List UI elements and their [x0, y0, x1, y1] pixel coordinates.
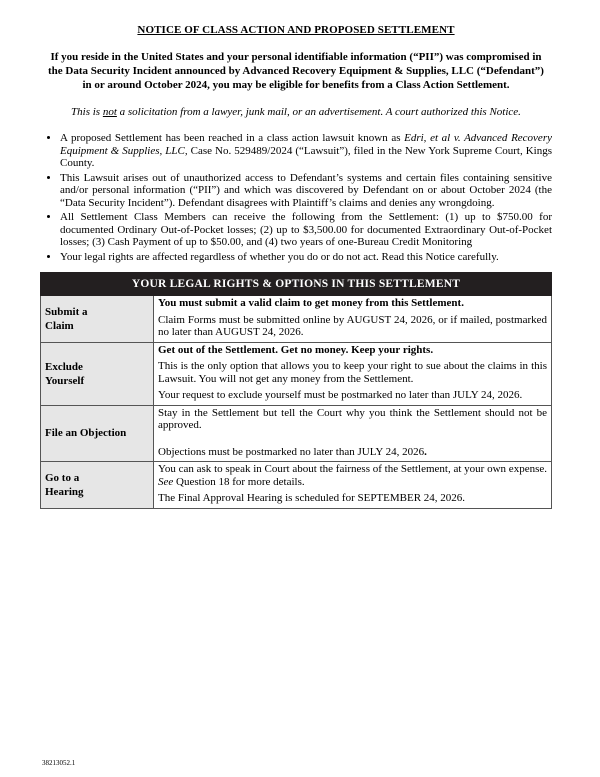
objection-deadline: [158, 446, 547, 459]
submit-claim-heading: You must submit a valid claim to get money from this Settlement.: [158, 297, 464, 309]
notice-post: a solicitation from a lawyer, junk mail, or an advertisement. A court authorized this Notice.: [116, 106, 521, 118]
bullet-text: Case No. 529489/2024 (“Lawsuit”), filed in the New York Supreme Court, Kings County.: [60, 144, 552, 169]
hearing-text-pre: You can ask to speak in Court about the fairness of the Settlement, at your own expense.: [158, 463, 547, 475]
table-row-objection: [41, 405, 552, 462]
hearing-description: [154, 462, 552, 509]
option-label-line: Exclude: [45, 360, 83, 373]
objection-deadline-text: Objections must be postmarked no later than JULY 24, 2026: [158, 445, 425, 458]
objection-text: Stay in the Settlement but tell the Court why you think the Settlement should not be approved.: [158, 406, 547, 431]
option-label-line: Claim: [45, 319, 74, 332]
option-label-line: Yourself: [45, 374, 85, 387]
page-title: NOTICE OF CLASS ACTION AND PROPOSED SETTLEMENT: [137, 24, 455, 36]
exclude-description: [154, 342, 552, 405]
exclude-heading: Get out of the Settlement. Get no money. Keep your rights.: [158, 343, 434, 356]
summary-bullets: [40, 132, 552, 263]
table-row-exclude: [41, 342, 552, 405]
notice-page: [40, 24, 552, 509]
option-label-line: Hearing: [45, 485, 84, 498]
bullet-rights: • Your legal rights are affected regardless of whether you do or do not act. Read this Notice carefully.: [60, 251, 552, 264]
table-header-row: [41, 273, 552, 296]
exclude-deadline: Your request to exclude yourself must be postmarked no later than JULY 24, 2026.: [158, 389, 523, 401]
hearing-date: The Final Approval Hearing is scheduled for SEPTEMBER 24, 2026.: [158, 492, 466, 504]
rights-options-table: [40, 272, 552, 509]
notice-pre: This is: [71, 106, 103, 118]
option-label-line: Go to a: [45, 471, 80, 484]
authorization-notice: [40, 106, 552, 118]
objection-deadline-period: .: [424, 445, 427, 458]
bullet-text: A proposed Settlement has been reached in a class action lawsuit known as: [60, 132, 405, 144]
objection-description: [154, 405, 552, 462]
bullet-settlement: [60, 132, 552, 170]
option-submit-claim: [41, 296, 154, 343]
option-label-line: Submit a: [45, 305, 88, 318]
notice-not: not: [102, 106, 117, 118]
option-exclude-yourself: [41, 342, 154, 405]
table-header: YOUR LEGAL RIGHTS & OPTIONS IN THIS SETTLEMENT: [41, 273, 552, 296]
submit-claim-description: [154, 296, 552, 343]
table-row-submit-claim: [41, 296, 552, 343]
hearing-text-post: Question 18 for more details.: [173, 475, 305, 488]
case-name: Edri, et al v. Advanced Recovery Equipment & Supplies, LLC,: [60, 132, 552, 157]
option-go-to-hearing: [41, 462, 154, 509]
option-file-objection: File an Objection: [41, 405, 154, 462]
hearing-text: [158, 463, 547, 488]
exclude-text: This is the only option that allows you to keep your right to sue about the claims in this Lawsuit. You will not get any money from the Settlement.: [158, 360, 547, 385]
submit-claim-text: Claim Forms must be submitted online by AUGUST 24, 2026, or if mailed, postmarked no later than AUGUST 24, 2026.: [158, 313, 547, 338]
table-row-hearing: [41, 462, 552, 509]
bullet-benefits: • All Settlement Class Members can receive the following from the Settlement: (1) up to $750.00 for documented Ordinary Out-of-Pocket losses; (2) up to $3,500.00 for documented Extraordinary Out-of-Pocket losses; (3) Cash Payment of up to $50.00, and (4) two years of one-Bureau Credit Monitoring: [60, 211, 552, 249]
hearing-see: See: [158, 475, 174, 488]
document-id: 38213052.1: [42, 759, 76, 767]
bullet-lawsuit: • This Lawsuit arises out of unauthorized access to Defendant’s systems and certain files containing sensitive and/or personal information (“PII”) and which was discovered by Defendant on or about October 2024 (the “Data Security Incident”). Defendant disagrees with Plaintiff’s claims and denies any wrongdoing.: [60, 172, 552, 210]
intro-paragraph: If you reside in the United States and your personal identifiable information (“PII”) was compromised in the Data Security Incident announced by Advanced Recovery Equipment & Supplies, LLC (“Defendant”) in or around October 2024, you may be eligible for benefits from a Class Action Settlement.: [48, 51, 544, 91]
